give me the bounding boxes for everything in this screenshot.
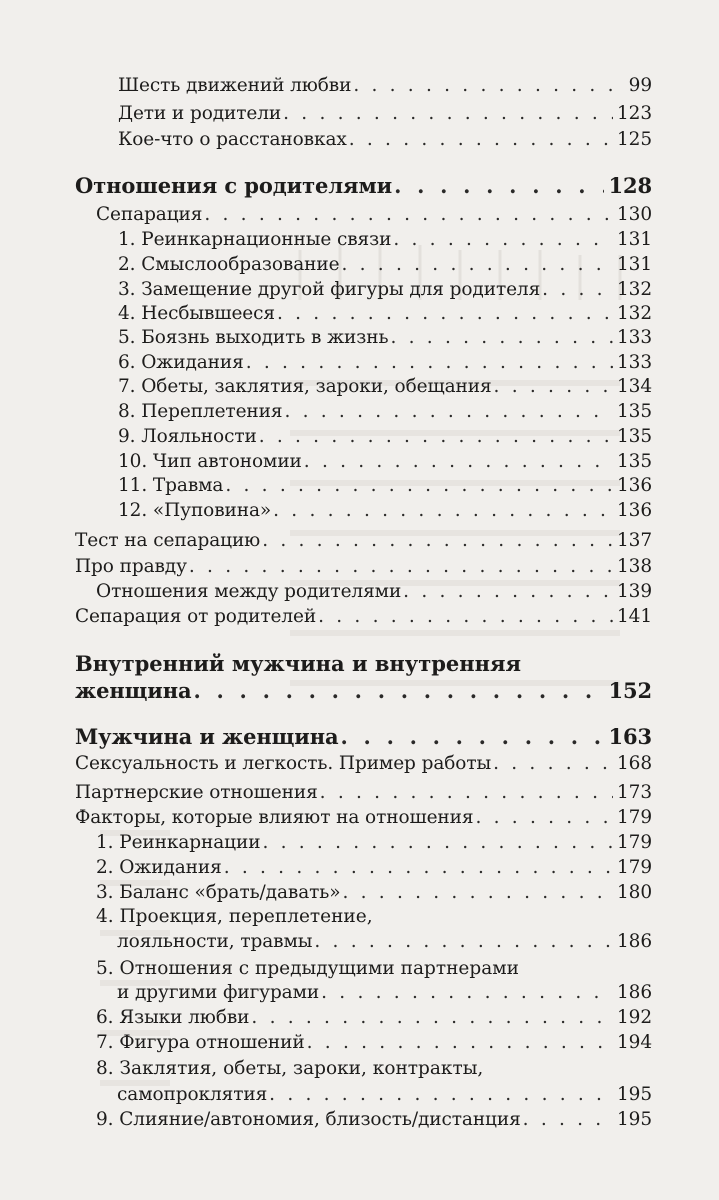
toc-entry-page: 138 [616,556,652,577]
toc-entry[interactable] [75,529,652,553]
toc-entry-page: 130 [616,204,652,225]
dot-leader [251,1006,613,1030]
toc-entry[interactable] [118,474,652,498]
dot-leader [304,450,613,474]
toc-entry-label: 11. Травма [118,475,224,496]
toc-entry-page: 173 [616,782,652,803]
toc-entry-label: 9. Лояльности [118,426,257,447]
toc-entry-label: 7. Фигура отношений [96,1032,305,1053]
toc-entry[interactable] [118,74,652,98]
dot-leader [542,278,613,302]
toc-entry[interactable] [117,1083,652,1107]
dot-leader [318,605,613,629]
toc-section-title: Отношения с родителями [75,173,393,198]
toc-entry[interactable] [118,400,652,424]
toc-section[interactable] [75,173,652,199]
toc-entry[interactable] [75,781,652,805]
toc-entry[interactable] [118,425,652,449]
dot-leader [189,555,613,579]
toc-entry-page: 195 [616,1084,652,1105]
toc-entry-label-line1[interactable]: 5. Отношения с предыдущими партнерами [96,958,519,979]
toc-entry-page: 180 [616,882,652,903]
toc-entry-page: 141 [616,606,652,627]
dot-leader [273,499,613,523]
toc-entry-label: и другими фигурами [117,982,320,1003]
toc-entry-page: 132 [616,303,652,324]
toc-entry-label: Тест на сепарацию [75,530,261,551]
toc-entry-page: 194 [616,1032,652,1053]
toc-entry-page: 192 [616,1007,652,1028]
toc-entry-page: 137 [616,530,652,551]
toc-entry[interactable] [118,450,652,474]
toc-section-title: Мужчина и женщина [75,724,339,749]
toc-entry-page: 133 [616,352,652,373]
toc-entry-label: самопроклятия [117,1084,268,1105]
toc-entry-label-line1[interactable]: 4. Проекция, переплетение, [96,906,373,927]
toc-entry-label: лояльности, травмы [117,931,313,952]
toc-section-page: 152 [608,678,652,703]
dot-leader [341,253,613,277]
toc-entry-page: 135 [616,426,652,447]
toc-entry-label: 5. Боязнь выходить в жизнь [118,327,389,348]
toc-entry[interactable] [118,326,652,350]
toc-entry[interactable] [96,881,652,905]
dot-leader [259,425,613,449]
toc-section-page: 163 [608,724,652,749]
toc-entry-page: 168 [616,753,652,774]
toc-entry-page: 139 [616,581,652,602]
toc-entry-label: Сепарация [96,204,203,225]
toc-entry-page: 132 [616,279,652,300]
toc-entry[interactable] [96,1108,652,1132]
toc-entry-label: 12. «Пуповина» [118,500,272,521]
dot-leader [277,302,613,326]
toc-entry-label: 6. Ожидания [118,352,244,373]
toc-entry[interactable] [96,856,652,880]
dot-leader [314,930,613,954]
toc-entry[interactable] [96,1006,652,1030]
toc-entry-page: 195 [616,1109,652,1130]
toc-entry-page: 131 [616,254,652,275]
toc-entry-label: Факторы, которые влияют на отношения [75,807,474,828]
toc-entry[interactable] [118,253,652,277]
toc-entry-label: Про правду [75,556,187,577]
dot-leader [403,580,613,604]
dot-leader [493,752,613,776]
toc-entry-page: 136 [616,475,652,496]
dot-leader [523,1108,613,1132]
dot-leader [393,228,613,252]
toc-entry[interactable] [118,351,652,375]
dot-leader [204,203,613,227]
dot-leader [341,724,605,750]
toc-entry-label: Партнерские отношения [75,782,318,803]
toc-entry-page: 179 [616,857,652,878]
toc-entry-label: Сексуальность и легкость. Пример работы [75,753,492,774]
toc-entry[interactable] [118,499,652,523]
toc-entry[interactable] [118,375,652,399]
toc-entry-page: 135 [616,401,652,422]
toc-entry-label: 2. Ожидания [96,857,222,878]
toc-entry[interactable] [96,580,652,604]
dot-leader [353,74,624,98]
dot-leader [283,102,613,126]
dot-leader [246,351,613,375]
dot-leader [225,474,613,498]
toc-entry-label: 4. Несбывшееся [118,303,275,324]
toc-entry[interactable] [117,930,652,954]
toc-entry-page: 131 [616,229,652,250]
toc-section[interactable] [75,678,652,704]
toc-entry-label: Шесть движений любви [118,75,352,96]
toc-entry-label: Кое-что о расстановках [118,129,347,150]
dot-leader [320,781,613,805]
toc-entry[interactable] [96,203,652,227]
toc-entry-page: 186 [616,982,652,1003]
dot-leader [321,981,613,1005]
toc-entry-label: 6. Языки любви [96,1007,250,1028]
toc-entry[interactable] [96,1031,652,1055]
toc-section[interactable] [75,724,652,750]
toc-entry-page: 135 [616,451,652,472]
toc-entry[interactable] [118,128,652,152]
dot-leader [307,1031,613,1055]
toc-entry[interactable] [118,102,652,126]
toc-entry-label: 8. Переплетения [118,401,283,422]
toc-entry-page: 186 [616,931,652,952]
toc-entry-label: 2. Смыслообразование [118,254,340,275]
toc-entry[interactable] [118,278,652,302]
toc-entry-page: 134 [616,376,652,397]
dot-leader [194,678,605,704]
dot-leader [262,831,613,855]
dot-leader [262,529,613,553]
dot-leader [224,856,613,880]
toc-entry-page: 125 [616,129,652,150]
toc-entry-label: 3. Баланс «брать/давать» [96,882,341,903]
toc-entry[interactable] [118,302,652,326]
toc-entry-page: 123 [616,103,652,124]
toc-entry-page: 99 [628,75,652,96]
toc-entry-label: 7. Обеты, заклятия, зароки, обещания [118,376,492,397]
toc-entry-label: Дети и родители [118,103,282,124]
toc-entry[interactable] [75,605,652,629]
toc-entry-label: 1. Реинкарнации [96,832,261,853]
toc-entry[interactable] [118,228,652,252]
toc-entry-label: 3. Замещение другой фигуры для родителя [118,279,541,300]
toc-entry-label: Отношения между родителями [96,581,402,602]
toc-section-title-line1[interactable]: Внутренний мужчина и внутренняя [75,651,522,676]
toc-entry-label: 10. Чип автономии [118,451,302,472]
dot-leader [390,326,613,350]
toc-entry-label-line1[interactable]: 8. Заклятия, обеты, зароки, контракты, [96,1058,484,1079]
toc-section-title: женщина [75,678,192,703]
toc-section-page: 128 [608,173,652,198]
dot-leader [494,375,613,399]
toc-entry-page: 136 [616,500,652,521]
dot-leader [269,1083,613,1107]
toc-entry-page: 179 [616,807,652,828]
toc-entry[interactable] [96,831,652,855]
toc-entry-label: 9. Слияние/автономия, близость/дистанция [96,1109,521,1130]
toc-entry[interactable] [75,555,652,579]
toc-entry-label: 1. Реинкарнационные связи [118,229,392,250]
toc-entry[interactable] [75,806,652,830]
dot-leader [475,806,613,830]
toc-entry-page: 133 [616,327,652,348]
dot-leader [284,400,613,424]
toc-entry[interactable] [117,981,652,1005]
dot-leader [342,881,613,905]
toc-entry-label: Сепарация от родителей [75,606,317,627]
dot-leader [394,173,604,199]
toc-entry-page: 179 [616,832,652,853]
dot-leader [349,128,613,152]
toc-entry[interactable] [75,752,652,776]
